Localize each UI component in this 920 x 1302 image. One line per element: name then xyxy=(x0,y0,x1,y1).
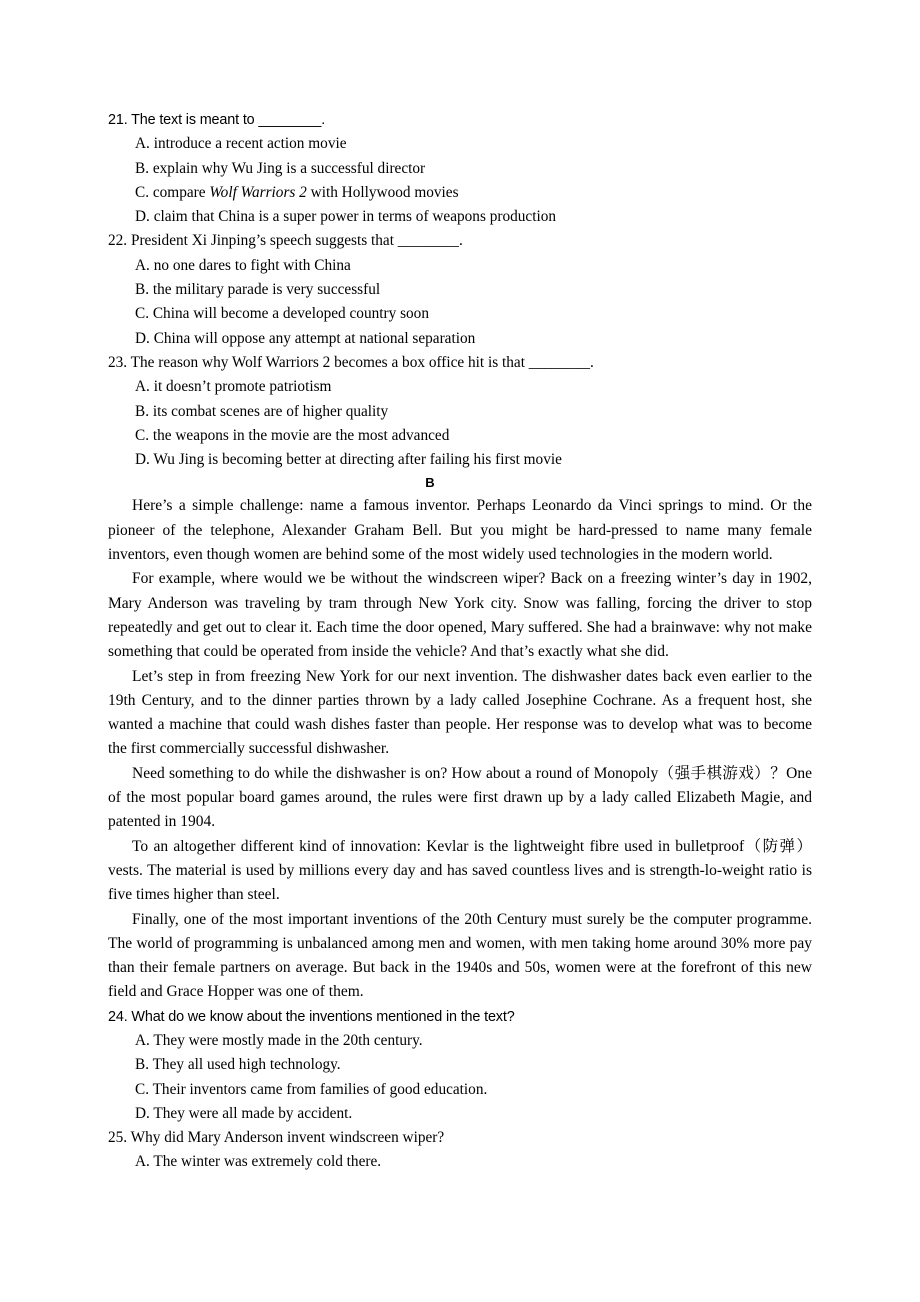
question-23-option-b[interactable]: B. its combat scenes are of higher quality xyxy=(135,402,389,420)
question-25-option-a[interactable]: A. The winter was extremely cold there. xyxy=(135,1153,382,1171)
section-letter-b: B xyxy=(425,475,435,491)
passage-paragraph-6: Finally, one of the most important inventions of the 20th Century must surely be the computer programme. The world of programming is unbalanced among men and women, with men taking home around 30% more pay than their female partners on average. But back in the 1940s and 50s, women were at the forefront of this new field and Grace Hopper was one of them. xyxy=(108,910,812,1001)
question-22-option-c[interactable]: C. China will become a developed country soon xyxy=(135,305,429,323)
passage-paragraph-2: For example, where would we be without the windscreen wiper? Back on a freezing winter’s day in 1902, Mary Anderson was traveling by tram through New York city. Snow was falling, forcing the driver to stop repeatedly and get out to clear it. Each time the door opened, Mary suffered. She had a brainwave: why not make something that could be operated from inside the vehicle? And that’s exactly what she did. xyxy=(108,570,812,661)
question-24-option-a[interactable]: A. They were mostly made in the 20th century. xyxy=(135,1031,423,1049)
document-content xyxy=(108,108,812,1175)
question-23-option-c[interactable]: C. the weapons in the movie are the most advanced xyxy=(135,426,450,444)
option-c-suffix: with Hollywood movies xyxy=(306,183,459,201)
question-25-stem: 25. Why did Mary Anderson invent windscreen wiper? xyxy=(108,1129,445,1147)
question-22-stem: 22. President Xi Jinping’s speech suggests that ________. xyxy=(108,232,463,250)
passage-paragraph-5: To an altogether different kind of innovation: Kevlar is the lightweight fibre used in bulletproof（防弹）vests. The material is used by millions every day and has saved countless lives and is strength-lo-weight ratio is five times higher than steel. xyxy=(108,837,812,904)
question-21-option-b[interactable]: B. explain why Wu Jing is a successful director xyxy=(135,159,426,177)
question-22-option-b[interactable]: B. the military parade is very successful xyxy=(135,281,381,299)
passage-paragraph-4: Need something to do while the dishwasher is on? How about a round of Monopoly（强手棋游戏）？One of the most popular board games around, the rules were first drawn up by a lady called Elizabeth Magie, and patented in 1904. xyxy=(108,764,812,831)
question-24-stem: 24. What do we know about the inventions mentioned in the text? xyxy=(108,1008,515,1025)
question-21-option-a[interactable]: A. introduce a recent action movie xyxy=(135,135,347,153)
passage-paragraph-3: Let’s step in from freezing New York for our next invention. The dishwasher dates back even earlier to the 19th Century, and to the dinner parties thrown by a lady called Josephine Cochrane. As a frequent host, she wanted a machine that could wash dishes faster than people. Her response was to develop what was to become the first commercially successful dishwasher. xyxy=(108,667,812,758)
question-24-option-d[interactable]: D. They were all made by accident. xyxy=(135,1104,353,1122)
passage-paragraph-1: Here’s a simple challenge: name a famous inventor. Perhaps Leonardo da Vinci springs to mind. Or the pioneer of the telephone, Alexander Graham Bell. But you might be hard-pressed to name many female inventors, even though women are behind some of the most widely used technologies in the modern world. xyxy=(108,497,812,564)
question-22-option-d[interactable]: D. China will oppose any attempt at national separation xyxy=(135,329,476,347)
question-21-option-d[interactable]: D. claim that China is a super power in terms of weapons production xyxy=(135,208,556,226)
question-21-option-c[interactable] xyxy=(108,181,812,205)
movie-title-italic: Wolf Warriors 2 xyxy=(209,183,307,201)
option-c-prefix: C. compare xyxy=(135,183,210,201)
question-21-stem: 21. The text is meant to ________. xyxy=(108,112,326,128)
question-24-option-b[interactable]: B. They all used high technology. xyxy=(135,1056,341,1074)
question-23-stem: 23. The reason why Wolf Warriors 2 becomes a box office hit is that ________. xyxy=(108,353,594,371)
question-23-option-a[interactable]: A. it doesn’t promote patriotism xyxy=(135,378,332,396)
question-23-option-d[interactable]: D. Wu Jing is becoming better at directing after failing his first movie xyxy=(135,451,562,469)
question-24-option-c[interactable]: C. Their inventors came from families of good education. xyxy=(135,1080,488,1098)
question-22-option-a[interactable]: A. no one dares to fight with China xyxy=(135,256,351,274)
